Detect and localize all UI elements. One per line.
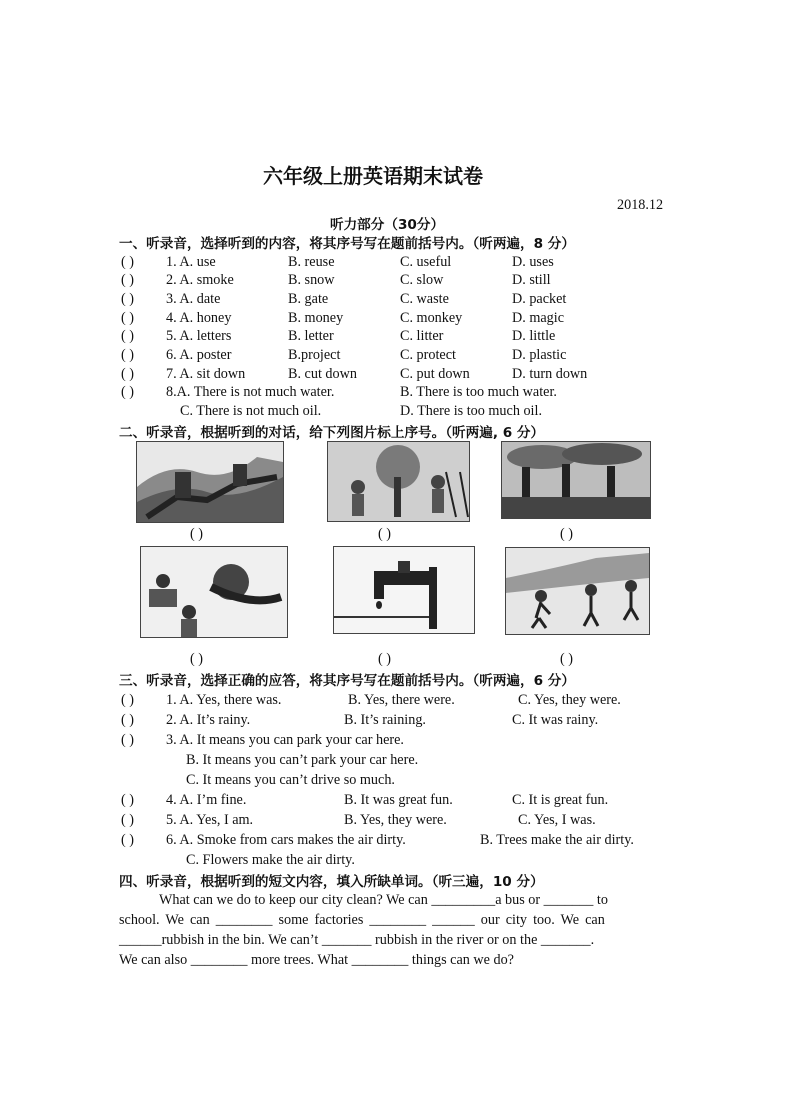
picture-5-answer-bracket[interactable]: ( ) <box>378 651 391 667</box>
section3-heading: 三、听录音，选择正确的应答，将其序号写在题前括号内。（听两遍，6 分） <box>119 673 575 689</box>
picture-6-answer-bracket[interactable]: ( ) <box>560 651 573 667</box>
option-a: 8.A. There is not much water. <box>166 384 335 400</box>
option-b: B. Yes, there were. <box>348 692 455 708</box>
tree-planting-picture <box>327 441 470 522</box>
picture-1-answer-bracket[interactable]: ( ) <box>190 526 203 542</box>
answer-bracket[interactable]: ( ) <box>121 272 134 288</box>
option-b: B. Yes, they were. <box>344 812 447 828</box>
answer-bracket[interactable]: ( ) <box>121 328 134 344</box>
option-b: B. Trees make the air dirty. <box>480 832 634 848</box>
option-c: C. put down <box>400 366 470 382</box>
option-c: C. Yes, they were. <box>518 692 621 708</box>
option-a: 4. A. honey <box>166 310 232 326</box>
option-b: B. cut down <box>288 366 357 382</box>
picture-2-answer-bracket[interactable]: ( ) <box>378 526 391 542</box>
picture-3-answer-bracket[interactable]: ( ) <box>560 526 573 542</box>
option-b: B. It means you can’t park your car here. <box>186 752 419 768</box>
option-d: D. little <box>512 328 556 344</box>
answer-bracket[interactable]: ( ) <box>121 692 134 708</box>
option-b: B. There is too much water. <box>400 384 557 400</box>
exam-date: 2018.12 <box>617 197 664 213</box>
option-d: D. turn down <box>512 366 588 382</box>
option-b: B. reuse <box>288 254 335 270</box>
option-c: C. protect <box>400 347 456 363</box>
cloze-line-2: school. We can ________ some factories ________ ______ our city too. We can <box>119 912 605 928</box>
cloze-line-4: We can also ________ more trees. What ________ things can we do? <box>119 952 514 968</box>
option-a: 5. A. Yes, I am. <box>166 812 254 828</box>
section1-heading: 一、听录音，选择听到的内容，将其序号写在题前括号内。（听两遍，8 分） <box>119 236 575 252</box>
option-b: B. snow <box>288 272 335 288</box>
option-b: B.project <box>288 347 341 363</box>
option-a: 2. A. smoke <box>166 272 234 288</box>
page-title: 六年级上册英语期末试卷 <box>263 164 483 188</box>
cloze-line-1: What can we do to keep our city clean? We can _________a bus or _______ to <box>159 892 608 908</box>
option-b: B. money <box>288 310 344 326</box>
option-b: B. letter <box>288 328 334 344</box>
option-c: C. monkey <box>400 310 463 326</box>
answer-bracket[interactable]: ( ) <box>121 366 134 382</box>
children-running-picture <box>505 547 650 635</box>
option-a: 3. A. date <box>166 291 221 307</box>
option-b: B. It’s raining. <box>344 712 426 728</box>
option-a: 6. A. poster <box>166 347 232 363</box>
option-a: 6. A. Smoke from cars makes the air dirty. <box>166 832 406 848</box>
option-c: C. waste <box>400 291 449 307</box>
option-c: C. There is not much oil. <box>180 403 322 419</box>
option-d: D. uses <box>512 254 554 270</box>
answer-bracket[interactable]: ( ) <box>121 712 134 728</box>
answer-bracket[interactable]: ( ) <box>121 384 134 400</box>
option-c: C. It was rainy. <box>512 712 599 728</box>
answer-bracket[interactable]: ( ) <box>121 347 134 363</box>
option-a: 1. A. Yes, there was. <box>166 692 282 708</box>
option-c: C. litter <box>400 328 444 344</box>
option-c: C. It is great fun. <box>512 792 609 808</box>
answer-bracket[interactable]: ( ) <box>121 732 134 748</box>
great-wall-picture <box>136 441 284 523</box>
picture-4-answer-bracket[interactable]: ( ) <box>190 651 203 667</box>
answer-bracket[interactable]: ( ) <box>121 254 134 270</box>
option-a: 5. A. letters <box>166 328 232 344</box>
option-d: D. still <box>512 272 551 288</box>
option-c: C. Yes, I was. <box>518 812 596 828</box>
listening-header: 听力部分（30分） <box>330 217 445 233</box>
lion-dance-picture <box>140 546 288 638</box>
option-c: C. useful <box>400 254 452 270</box>
section2-heading: 二、听录音，根据听到的对话，给下列图片标上序号。（听两遍, 6 分） <box>119 425 545 441</box>
answer-bracket[interactable]: ( ) <box>121 792 134 808</box>
option-a: 4. A. I’m fine. <box>166 792 247 808</box>
option-d: D. There is too much oil. <box>400 403 542 419</box>
answer-bracket[interactable]: ( ) <box>121 812 134 828</box>
option-b: B. gate <box>288 291 329 307</box>
answer-bracket[interactable]: ( ) <box>121 832 134 848</box>
option-a: 1. A. use <box>166 254 216 270</box>
option-d: D. magic <box>512 310 565 326</box>
dripping-tap-picture <box>333 546 475 634</box>
answer-bracket[interactable]: ( ) <box>121 310 134 326</box>
option-c: C. Flowers make the air dirty. <box>186 852 355 868</box>
option-d: D. plastic <box>512 347 567 363</box>
option-d: D. packet <box>512 291 567 307</box>
option-c: C. It means you can’t drive so much. <box>186 772 395 788</box>
option-a: 7. A. sit down <box>166 366 246 382</box>
option-b: B. It was great fun. <box>344 792 453 808</box>
option-a: 3. A. It means you can park your car here. <box>166 732 404 748</box>
answer-bracket[interactable]: ( ) <box>121 291 134 307</box>
option-c: C. slow <box>400 272 444 288</box>
option-a: 2. A. It’s rainy. <box>166 712 251 728</box>
cloze-line-3: ______rubbish in the bin. We can’t _______ rubbish in the river or on the _______. <box>119 932 595 948</box>
factory-smoke-picture <box>501 441 651 519</box>
section4-heading: 四、听录音，根据听到的短文内容，填入所缺单词。（听三遍，10 分） <box>119 874 544 890</box>
